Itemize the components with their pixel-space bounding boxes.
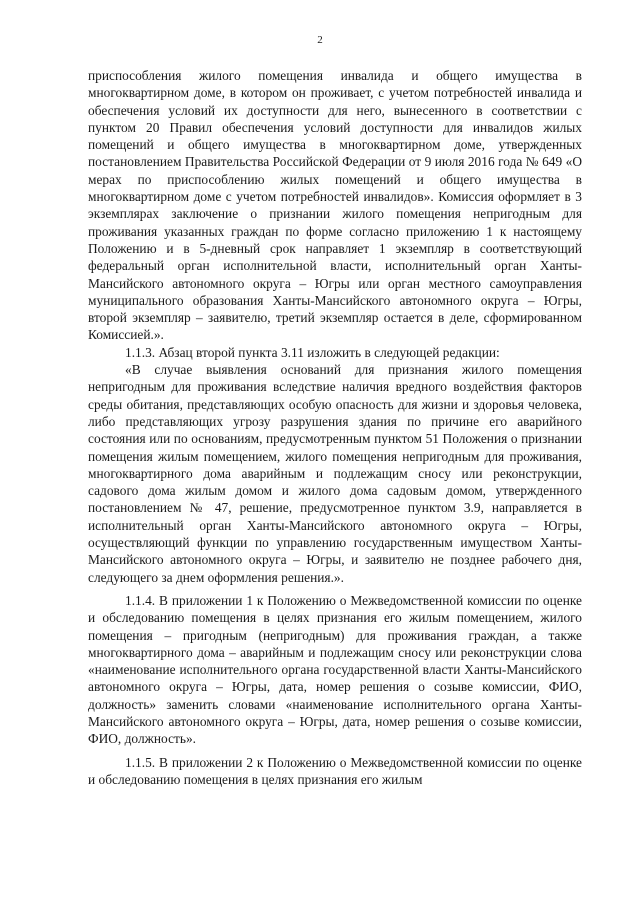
page-number: 2 (317, 34, 323, 46)
paragraph-1-1-5: 1.1.5. В приложении 2 к Положению о Межведомственной комиссии по оценке и обследованию помещения в целях признания его жилым (88, 754, 582, 787)
paragraph-continuation: приспособления жилого помещения инвалида и общего имущества в многоквартирном доме, в котором он проживает, с учетом потребностей инвалида и обеспечения условий их доступности для него, вынесенного в соответствии с пунктом 20 Правил обеспечения условий доступности для инвалидов жилых помещений и общего имущества в многоквартирном доме, утвержденных постановлением Правительства Российской Федерации от 9 июля 2016 года № 649 «О мерах по приспособлению жилых помещений и общего имущества в многоквартирном доме с учетом потребностей инвалидов». Комиссия оформляет в 3 экземплярах заключение о признании жилого помещения непригодным для проживания указанных граждан по форме согласно приложению 1 к настоящему Положению и в 5-дневный срок направляет 1 экземпляр в соответствующий федеральный орган исполнительной власти, исполнительный орган Ханты-Мансийского автономного округа – Югры или орган местного самоуправления муниципального образования Ханты-Мансийского автономного округа – Югры, второй экземпляр – заявителю, третий экземпляр остается в деле, сформированном Комиссией.». (88, 68, 582, 343)
document-body (88, 67, 582, 788)
paragraph-quoted-amendment: «В случае выявления оснований для признания жилого помещения непригодным для проживания вследствие наличия вредного воздействия факторов среды обитания, представляющих особую опасность для жизни и здоровья человека, либо представляющих угрозу разрушения здания по причине его аварийного состояния или по основаниям, предусмотренным пунктом 51 Положения о признании помещения жилым помещением, жилого помещения непригодным для проживания, многоквартирного дома аварийным и подлежащим сносу или реконструкции, садового дома жилым домом и жилого дома садовым домом, утвержденного постановлением № 47, решение, предусмотренное пунктом 3.9, направляется в исполнительный орган Ханты-Мансийского автономного округа – Югры, осуществляющий функции по управлению государственным имуществом Ханты-Мансийского автономного округа – Югры, и заявителю не позднее рабочего дня, следующего за днем оформления решения.». (88, 362, 582, 585)
paragraph-1-1-3: 1.1.3. Абзац второй пункта 3.11 изложить в следующей редакции: (125, 344, 500, 360)
paragraph-1-1-4: 1.1.4. В приложении 1 к Положению о Межведомственной комиссии по оценке и обследованию помещения в целях признания его жилым помещением, жилого помещения – пригодным (непригодным) для проживания граждан, а также многоквартирного дома – аварийным и подлежащим сносу или реконструкции слова «наименование исполнительного органа государственной власти Ханты-Мансийского автономного округа – Югры, дата, номер решения о созыве комиссии, ФИО, должность» заменить словами «наименование исполнительного органа Ханты-Мансийского автономного округа – Югры, дата, номер решения о созыве комиссии, ФИО, должность». (88, 592, 582, 747)
